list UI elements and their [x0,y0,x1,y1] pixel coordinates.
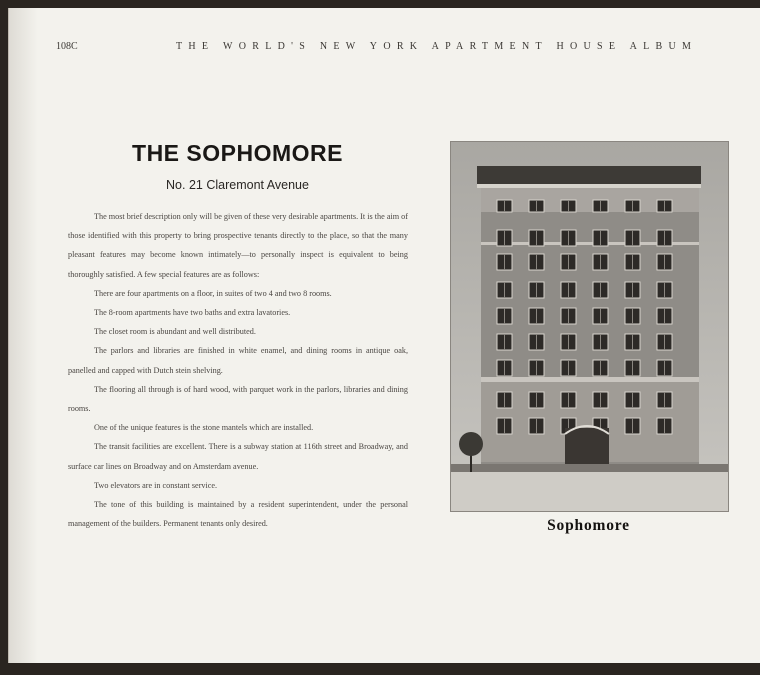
article-address: No. 21 Claremont Avenue [166,178,309,192]
article-title: THE SOPHOMORE [132,140,343,166]
paragraph: The flooring all through is of hard wood, with parquet work in the parlors, libraries and dining rooms. [68,384,408,414]
paragraph: The tone of this building is maintained by a resident superintendent, under the personal management of the builders. Permanent tenants only desired. [68,500,408,529]
building-illustration [451,142,728,511]
paragraph: The transit facilities are excellent. There is a subway station at 116th street and Broadway, and surface car lines on Broadway and on Amsterdam avenue. [68,442,408,471]
photo-caption: Sophomore [547,517,630,534]
running-title: THE WORLD'S NEW YORK APARTMENT HOUSE ALBUM [176,41,698,52]
paragraph: Two elevators are in constant service. [94,480,218,490]
paragraph: The closet room is abundant and well distributed. [94,327,256,337]
paragraph: One of the unique features is the stone mantels which are installed. [94,423,314,433]
paragraph: The 8-room apartments have two baths and extra lavatories. [94,308,291,318]
building-photograph [450,141,729,512]
page-number: 108C [56,41,78,52]
page-gutter-shadow [8,8,38,663]
article-body [68,207,408,533]
paragraph: The parlors and libraries are finished in white enamel, and dining rooms in antique oak, panelled and capped with Dutch stein shelving. [68,346,408,375]
paragraph: There are four apartments on a floor, in suites of two 4 and two 8 rooms. [94,288,332,298]
paragraph: The most brief description only will be given of these very desirable apartments. It is the aim of those identified with this property to bring prospective tenants directly to the place, so that the many pleasant features may become known intimately—to personally inspect is equivalent to being thoroughly satisfied. A few special features are as follows: [68,212,408,279]
